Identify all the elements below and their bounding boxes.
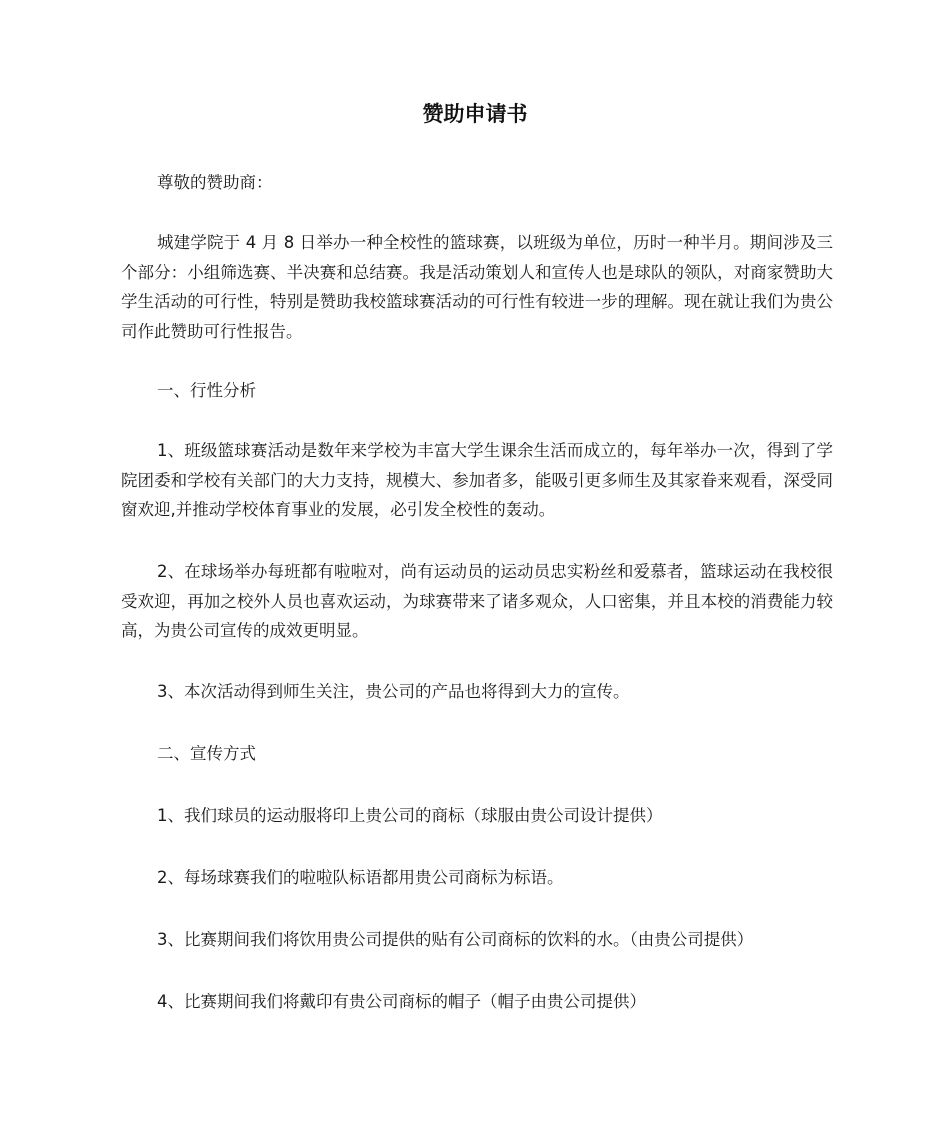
- section-heading-promotion: 二、宣传方式: [157, 744, 256, 763]
- promotion-item-1: 1、我们球员的运动服将印上贵公司的商标（球服由贵公司设计提供）: [157, 806, 663, 825]
- feasibility-item-3: 3、本次活动得到师生关注，贵公司的产品也将得到大力的宣传。: [157, 682, 630, 701]
- document-title: 赞助申请书: [422, 102, 528, 126]
- promotion-item-2: 2、每场球赛我们的啦啦队标语都用贵公司商标为标语。: [157, 868, 564, 887]
- intro-paragraph: 城建学院于 4 月 8 日举办一种全校性的篮球赛，以班级为单位，历时一种半月。期间涉及三个部分：小组筛选赛、半决赛和总结赛。我是活动策划人和宣传人也是球队的领队，对商家赞助大学生活动的可行性，特别是赞助我校篮球赛活动的可行性有较进一步的理解。现在就让我们为贵公司作此赞助可行性报告。: [121, 233, 833, 341]
- salutation: 尊敬的赞助商：: [157, 173, 273, 192]
- feasibility-item-1: 1、班级篮球赛活动是数年来学校为丰富大学生课余生活而成立的，每年举办一次，得到了学院团委和学校有关部门的大力支持，规模大、参加者多，能吸引更多师生及其家眷来观看，深受同窗欢迎,并推动学校体育事业的发展，必引发全校性的轰动。: [121, 441, 833, 519]
- promotion-item-4: 4、比赛期间我们将戴印有贵公司商标的帽子（帽子由贵公司提供）: [157, 992, 646, 1011]
- promotion-item-3: 3、比赛期间我们将饮用贵公司提供的贴有公司商标的饮料的水。（由贵公司提供）: [157, 930, 754, 949]
- section-heading-feasibility: 一、行性分析: [157, 381, 256, 400]
- feasibility-item-2: 2、在球场举办每班都有啦啦对，尚有运动员的运动员忠实粉丝和爱慕者，篮球运动在我校很受欢迎，再加之校外人员也喜欢运动，为球赛带来了诸多观众，人口密集，并且本校的消费能力较高，为贵公司宣传的成效更明显。: [121, 562, 833, 640]
